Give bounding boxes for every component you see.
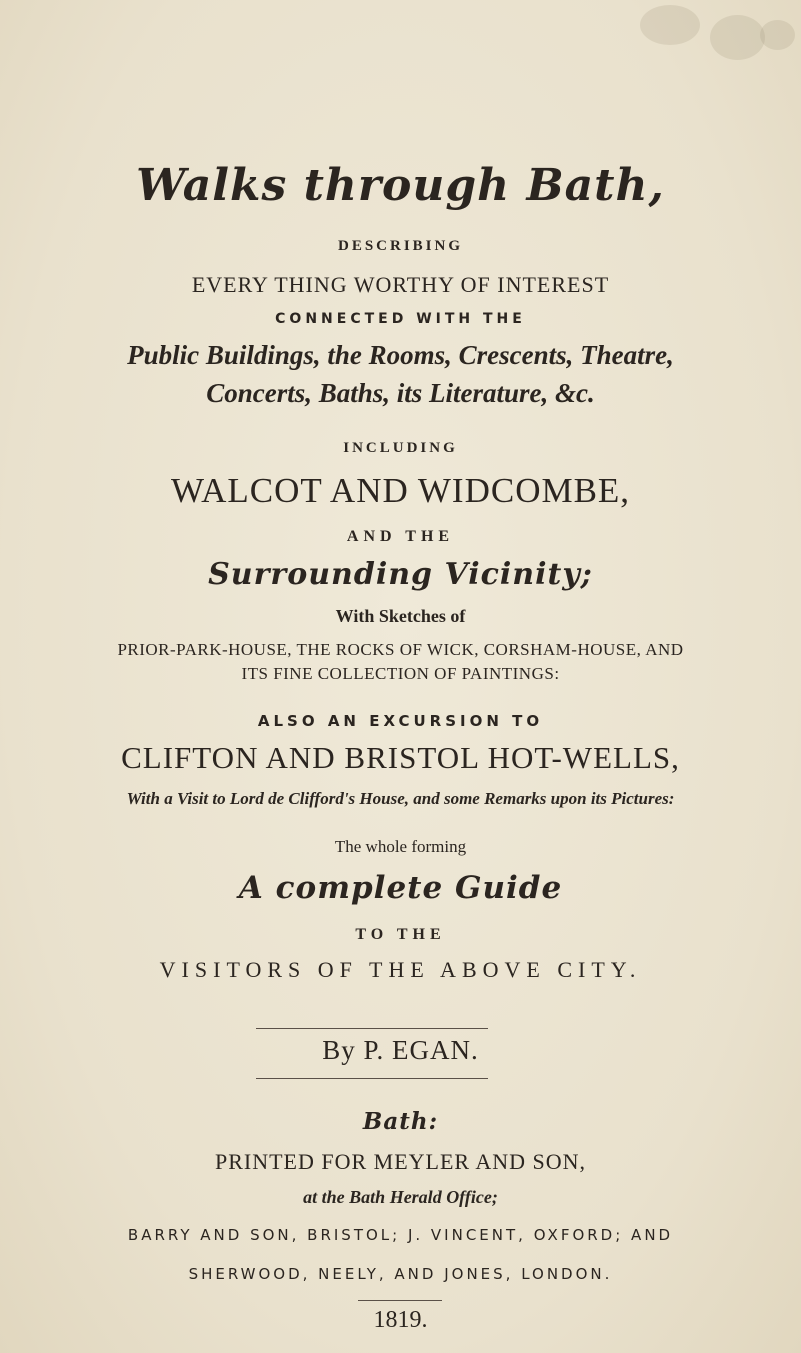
foxing-stain (710, 15, 765, 60)
visitors-line: VISITORS OF THE ABOVE CITY. (159, 957, 642, 982)
year-line: 1819. (373, 1307, 428, 1333)
and-the-line: AND THE (346, 528, 455, 545)
whole-forming-line: The whole forming (334, 837, 467, 856)
connected-line: CONNECTED WITH THE (275, 311, 526, 327)
herald-office-line: at the Bath Herald Office; (303, 1187, 498, 1207)
buildings-line-2: Concerts, Baths, its Literature, &c. (206, 378, 595, 408)
complete-guide: A complete Guide (238, 870, 563, 906)
top-divider (256, 1028, 488, 1029)
every-thing-line: EVERY THING WORTHY OF INTEREST (191, 272, 610, 297)
sherwood-line: SHERWOOD, NEELY, AND JONES, LONDON. (188, 1265, 613, 1283)
surrounding-vicinity: Surrounding Vicinity; (208, 557, 593, 592)
book-title: Walks through Bath, (136, 160, 665, 211)
walcot-line: WALCOT AND WIDCOMBE, (170, 471, 631, 510)
barry-line: BARRY AND SON, BRISTOL; J. VINCENT, OXFORD; AND (127, 1226, 674, 1244)
to-the-line: TO THE (355, 926, 446, 943)
buildings-line-1: Public Buildings, the Rooms, Crescents, Theatre, (127, 340, 674, 370)
printed-for-line: PRINTED FOR MEYLER AND SON, (214, 1149, 587, 1174)
including-label: INCLUDING (343, 440, 458, 456)
visit-line: With a Visit to Lord de Clifford's House, and some Remarks upon its Pictures: (126, 789, 675, 808)
clifton-line: CLIFTON AND BRISTOL HOT-WELLS, (121, 740, 680, 775)
prior-park-line-1: PRIOR-PARK-HOUSE, THE ROCKS OF WICK, CORSHAM-HOUSE, AND (117, 640, 684, 659)
year-divider (358, 1300, 442, 1301)
describing-label: DESCRIBING (337, 238, 464, 254)
bath-imprint: Bath: (362, 1108, 439, 1135)
foxing-stain (640, 5, 700, 45)
prior-park-line-2: ITS FINE COLLECTION OF PAINTINGS: (241, 664, 560, 683)
bottom-divider (256, 1078, 488, 1079)
with-sketches-line: With Sketches of (335, 606, 466, 626)
foxing-stain (760, 20, 795, 50)
excursion-line: ALSO AN EXCURSION TO (257, 712, 544, 730)
author-line: By P. EGAN. (322, 1035, 479, 1065)
